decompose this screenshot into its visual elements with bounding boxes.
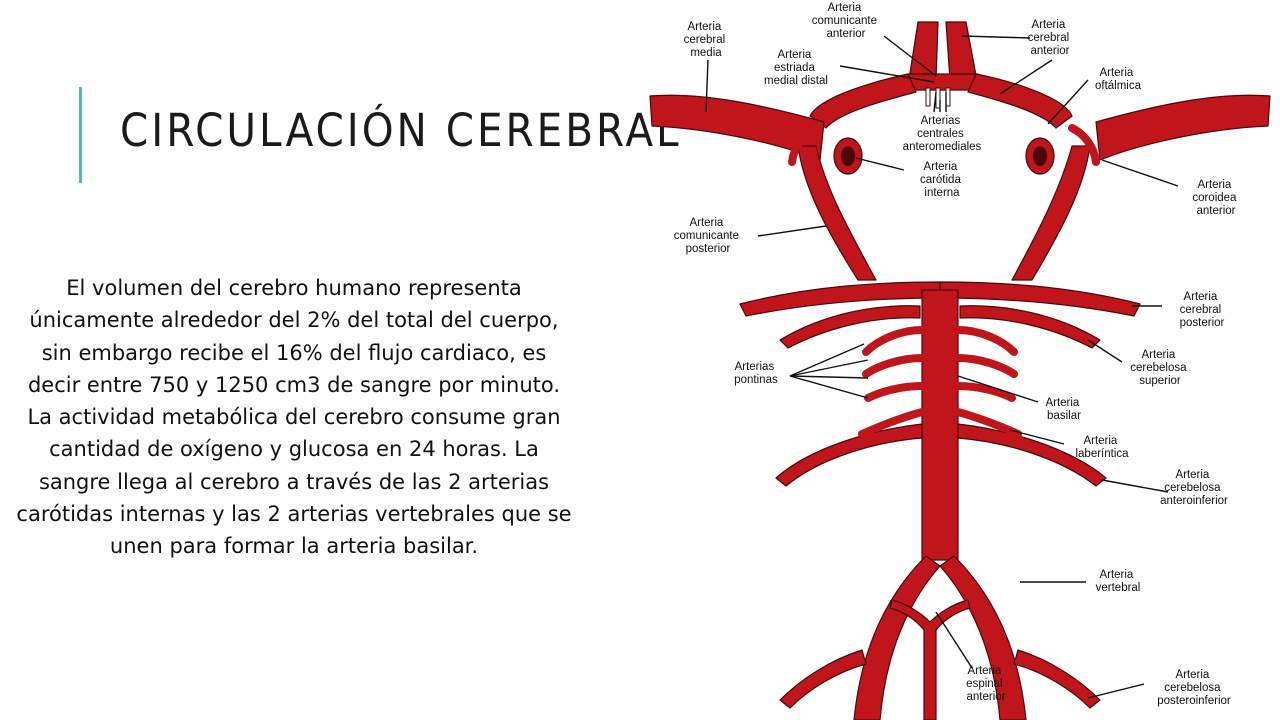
label-cerebral-media: Arteria cerebral media — [683, 21, 726, 59]
label-posteroinferior: Arteria cerebelosa posteroinferior — [1157, 669, 1231, 707]
superior-cerebellar-artery-left — [780, 306, 920, 348]
a1-segment-right — [968, 74, 1072, 128]
carotid-lumen-right — [1033, 146, 1047, 166]
label-vertebral: Arteria vertebral — [1095, 569, 1141, 594]
anterior-communicating-artery — [908, 74, 978, 90]
middle-cerebral-artery-right — [1096, 95, 1270, 160]
label-coroidea: Arteria coroidea anterior — [1192, 179, 1237, 217]
label-cerebral-posterior: Arteria cerebral posterior — [1179, 291, 1225, 329]
cerebral-circulation-diagram — [640, 0, 1280, 720]
basilar-artery — [922, 290, 958, 560]
label-estriada: Arteria estriada medial distal — [764, 49, 828, 87]
label-comunicante-posterior: Arteria comunicante posterior — [673, 217, 740, 255]
label-carotida: Arteria carótida interna — [919, 161, 961, 199]
label-basilar: Arteria basilar — [1045, 397, 1081, 422]
label-espinal: Arteria espinal anterior — [966, 665, 1006, 703]
label-pontinas: Arterias pontinas — [734, 361, 778, 386]
slide-body-text: El volumen del cerebro humano representa únicamente alrededor del 2% del total del cuerpo, sin embargo recibe el 16% del flujo cardiaco, es decir entre 750 y 1250 cm3 de sangre por minuto. La actividad metabólica del cerebro consume gran cantidad de oxígeno y glucosa en 24 horas. La sangre llega al cerebro a través de las 2 arterias carótidas internas y las 2 arterias vertebrales que se unen para formar la arteria basilar. — [16, 276, 572, 559]
slide-title: CIRCULACIÓN CEREBRAL — [120, 104, 682, 157]
label-cerebral-anterior: Arteria cerebral anterior — [1027, 19, 1070, 57]
label-centrales: Arterias centrales anteromediales — [902, 115, 982, 153]
posterior-inferior-cerebellar-artery-right — [1014, 650, 1100, 708]
anterior-inferior-cerebellar-artery-left — [776, 424, 922, 486]
label-cerebelosa-superior: Arteria cerebelosa superior — [1130, 349, 1187, 387]
title-accent-bar — [79, 87, 82, 183]
posterior-inferior-cerebellar-artery-left — [780, 650, 866, 708]
label-anteroinferior: Arteria cerebelosa anteroinferior — [1160, 469, 1228, 507]
label-comunicante-anterior: Arteria comunicante anterior — [811, 2, 878, 40]
superior-cerebellar-artery-right — [960, 306, 1100, 348]
carotid-lumen-left — [841, 146, 855, 166]
label-laberintica: Arteria laberíntica — [1075, 435, 1129, 460]
label-oftalmica: Arteria oftálmica — [1094, 67, 1142, 92]
